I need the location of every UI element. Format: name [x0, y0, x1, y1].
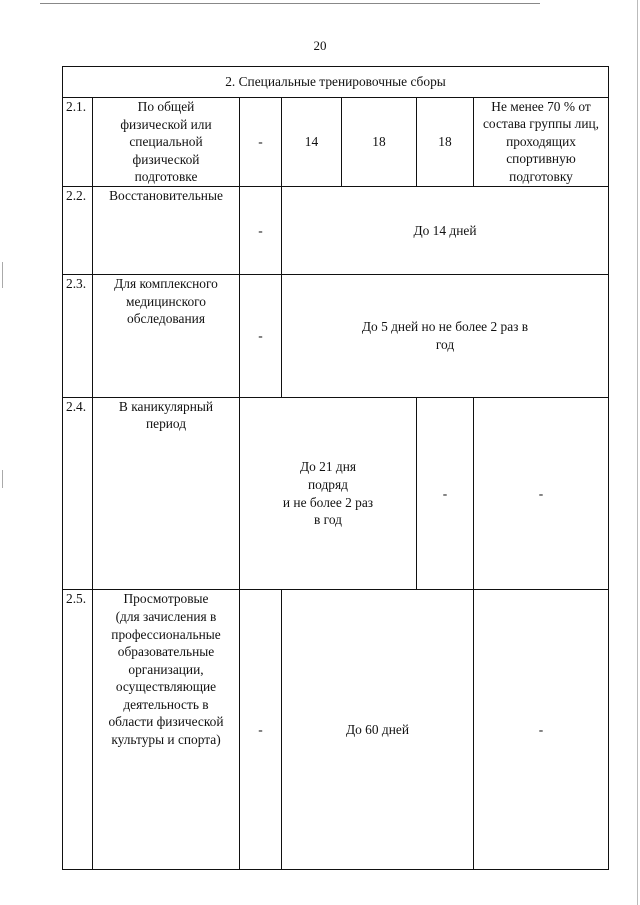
table-row — [63, 590, 609, 870]
row-number: 2.1. — [63, 98, 93, 187]
scan-mark — [2, 262, 3, 288]
stage-value: - — [417, 397, 474, 589]
table-row — [63, 397, 609, 589]
training-camps-table — [62, 66, 609, 870]
page-number: 20 — [313, 38, 327, 53]
stage-value: 14 — [282, 98, 342, 187]
stage-value: - — [474, 590, 609, 870]
camp-type: Восстановительные — [93, 186, 240, 274]
row-number: 2.2. — [63, 186, 93, 274]
participants-note: Не менее 70 % от состава группы лиц, проходящих спортивную подготовку — [474, 98, 609, 187]
scan-edge-right — [637, 0, 638, 905]
table-row — [63, 275, 609, 398]
row-number: 2.5. — [63, 590, 93, 870]
camp-type: Для комплексного медицинского обследования — [93, 275, 240, 398]
row-number: 2.3. — [63, 275, 93, 398]
table-row — [63, 98, 609, 187]
stage-value: - — [240, 590, 282, 870]
stage-value: 18 — [342, 98, 417, 187]
stage-value: 18 — [417, 98, 474, 187]
scan-edge-top — [40, 3, 540, 4]
row-number: 2.4. — [63, 397, 93, 589]
duration-merged: До 21 дня подряд и не более 2 раз в год — [240, 397, 417, 589]
stage-value: - — [240, 275, 282, 398]
stage-value: - — [240, 98, 282, 187]
stage-value: - — [474, 397, 609, 589]
camp-type: В каникулярный период — [93, 397, 240, 589]
stage-value: - — [240, 186, 282, 274]
section-header-row — [63, 67, 609, 98]
section-title: 2. Специальные тренировочные сборы — [63, 67, 609, 98]
duration-merged: До 5 дней но не более 2 раз в год — [282, 275, 609, 398]
camp-type: Просмотровые (для зачисления в профессиональные образовательные организации, осуществляющие деятельность в области физической культуры и спорта) — [93, 590, 240, 870]
duration-merged: До 14 дней — [282, 186, 609, 274]
duration-merged: До 60 дней — [282, 590, 474, 870]
scan-mark — [2, 470, 3, 488]
table-row — [63, 186, 609, 274]
camp-type: По общей физической или специальной физической подготовке — [93, 98, 240, 187]
